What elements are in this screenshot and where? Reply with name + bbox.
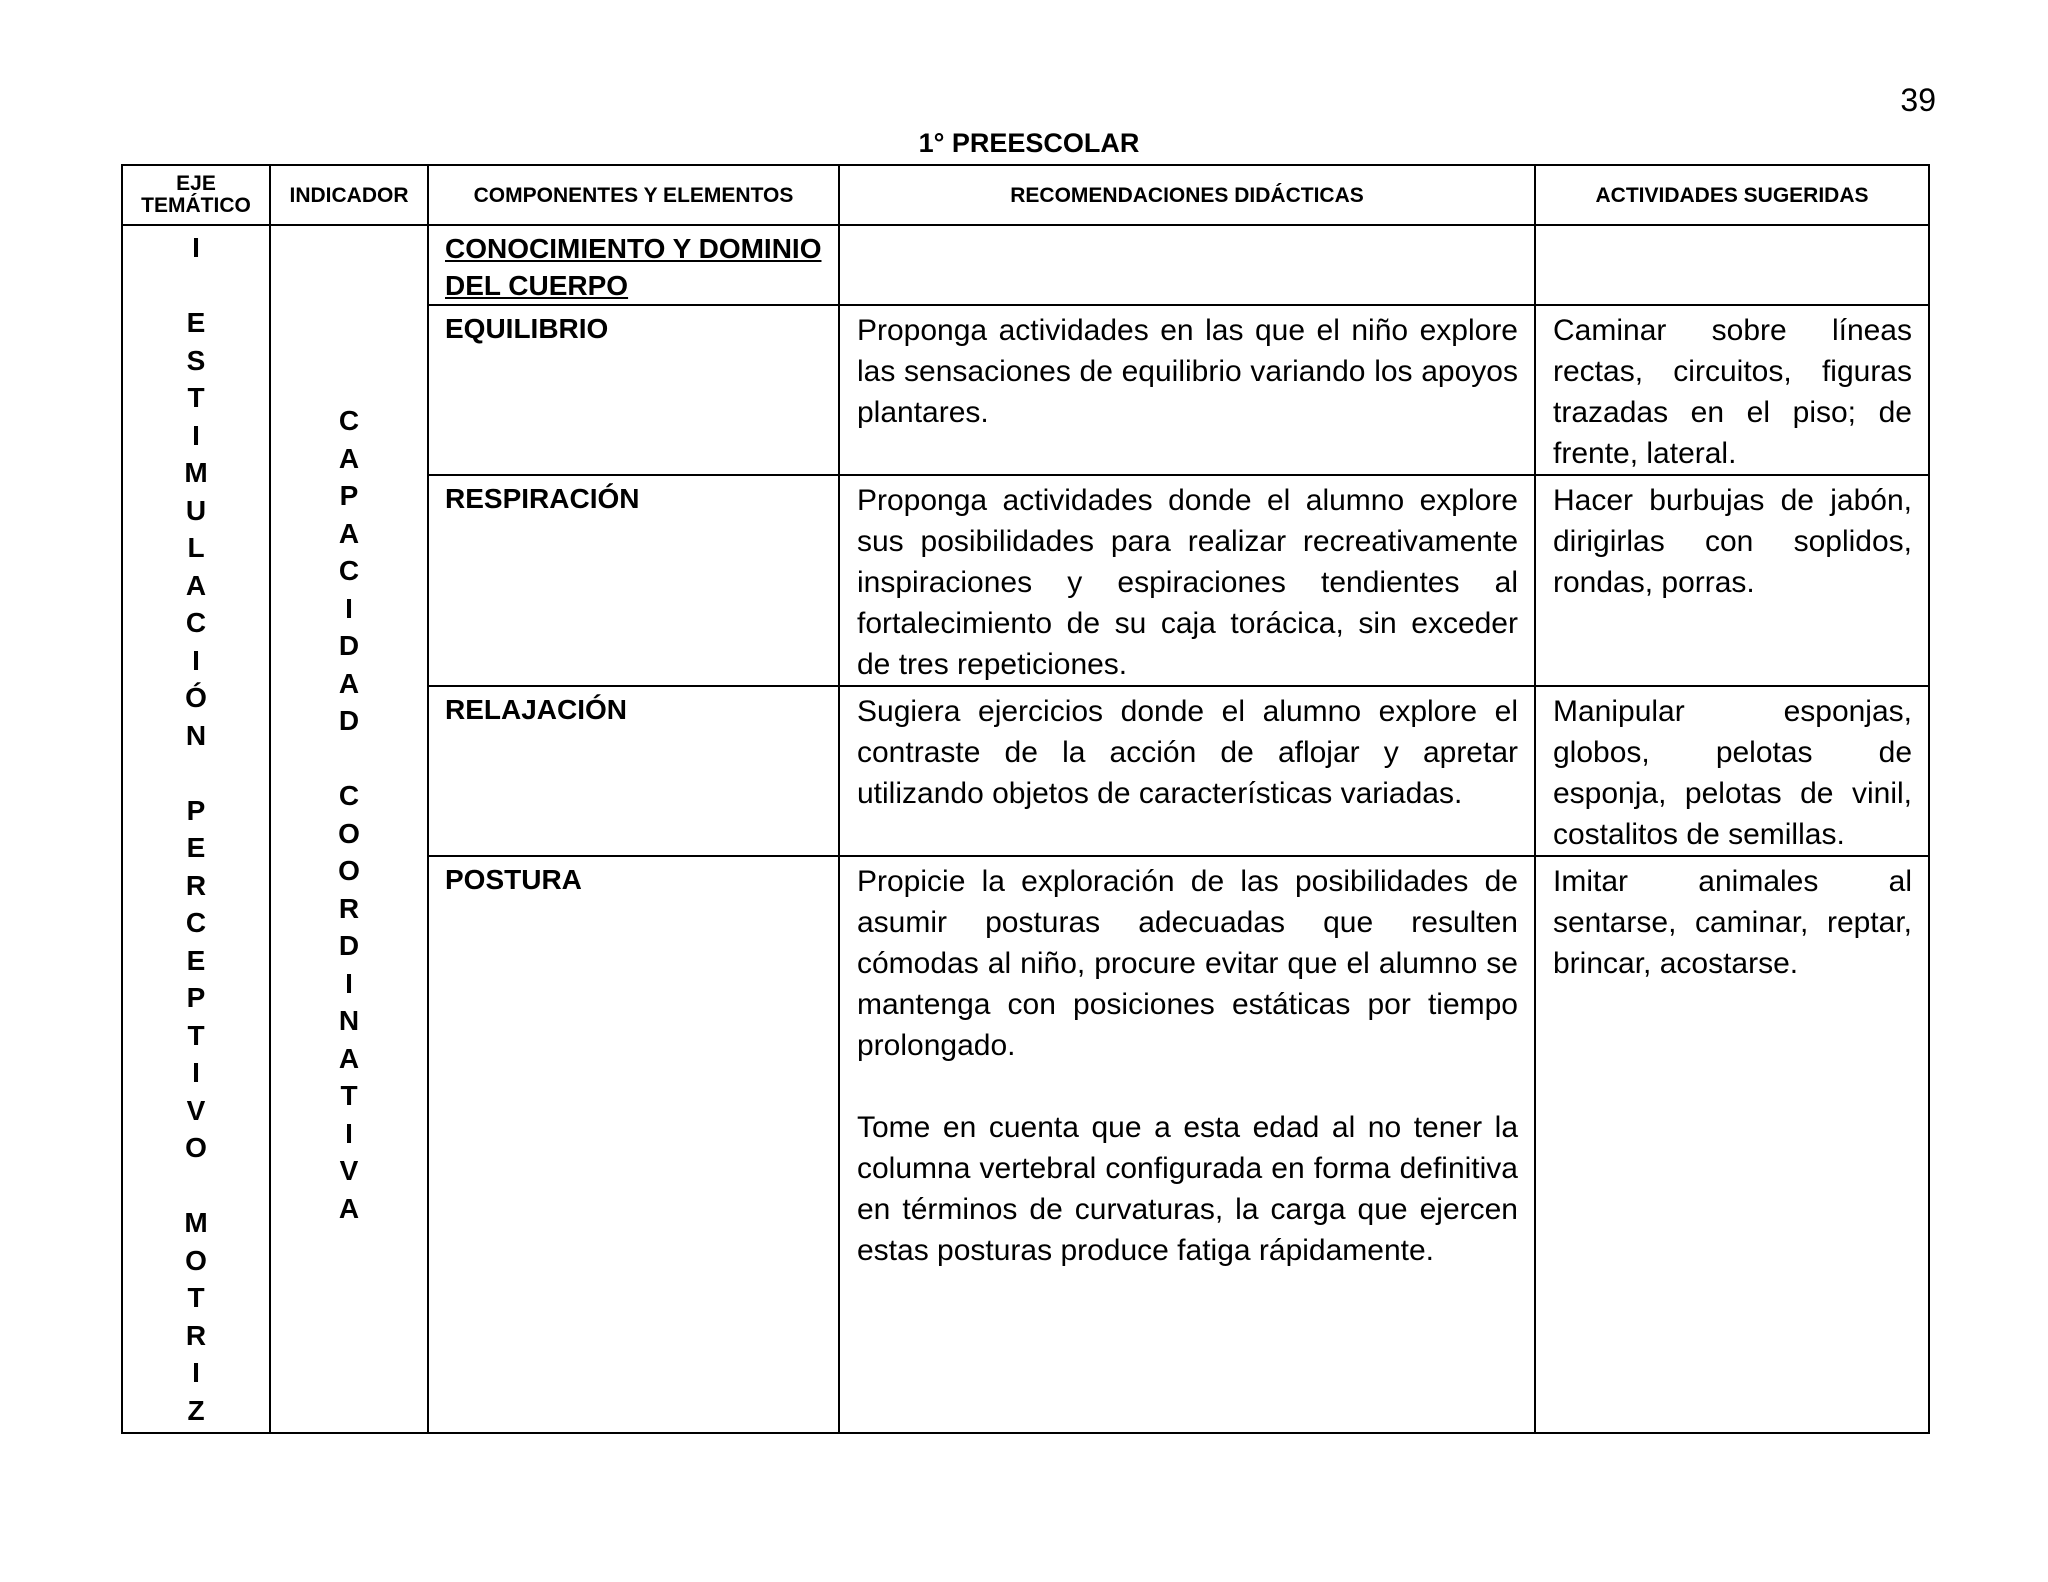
- recomendaciones-cell: [839, 475, 1535, 686]
- indicador-letter: D: [338, 930, 360, 961]
- eje-letter: S: [186, 344, 206, 376]
- indicador-letter: A: [338, 1042, 360, 1074]
- header-recomendaciones: RECOMENDACIONES DIDÁCTICAS: [839, 165, 1535, 225]
- eje-letter: M: [184, 457, 208, 488]
- indicador-letter: R: [338, 892, 360, 924]
- eje-letter: Ó: [185, 682, 207, 713]
- indicador-letter: [271, 740, 427, 778]
- eje-letter: O: [185, 1244, 207, 1276]
- eje-letter: M: [184, 1207, 208, 1238]
- recomendaciones-cell: [839, 856, 1535, 1433]
- indicador-letter: I: [345, 592, 353, 624]
- table-header-row: [122, 165, 1929, 225]
- eje-tematico-vertical: [122, 225, 270, 1433]
- componente-cell: POSTURA: [428, 856, 839, 1433]
- eje-letter: T: [187, 1282, 205, 1313]
- eje-letter: E: [186, 832, 206, 863]
- indicador-letter: I: [345, 1117, 353, 1149]
- eje-letter: O: [185, 1132, 207, 1163]
- eje-letter: R: [185, 869, 207, 901]
- header-actividades: ACTIVIDADES SUGERIDAS: [1535, 165, 1929, 225]
- eje-letter: V: [186, 1094, 206, 1126]
- indicador-letter: D: [338, 705, 360, 736]
- actividades-cell: Caminar sobre líneas rectas, circuitos, figuras trazadas en el piso; de frente, lateral.: [1535, 305, 1929, 475]
- recomendacion-text: Sugiera ejercicios donde el alumno explore el contraste de la acción de aflojar y apretar utilizando objetos de características variadas.: [857, 695, 1518, 810]
- eje-letter: Z: [187, 1394, 205, 1426]
- indicador-letter: C: [338, 780, 360, 811]
- indicador-letter: D: [338, 630, 360, 661]
- indicador-letter: N: [338, 1005, 360, 1036]
- eje-letter: P: [186, 982, 206, 1013]
- componente-cell: RESPIRACIÓN: [428, 475, 839, 686]
- recomendacion-text: Propicie la exploración de las posibilidades de asumir posturas adecuadas que resulten cómodas al niño, procure evitar que el alumno se mantenga con posiciones estáticas por tiempo prolongado.: [857, 865, 1518, 1062]
- eje-letter: I: [192, 644, 200, 676]
- recomendaciones-cell: [839, 686, 1535, 856]
- indicador-letter: P: [339, 480, 359, 511]
- indicador-letter: A: [338, 1192, 360, 1224]
- header-eje-tematico: EJE TEMÁTICO: [122, 165, 270, 225]
- eje-letter: [123, 754, 269, 792]
- indicador-letter: O: [338, 855, 360, 886]
- indicador-vertical: [270, 225, 428, 1433]
- eje-letter: E: [186, 944, 206, 976]
- indicador-letter: C: [338, 405, 360, 436]
- eje-letter: P: [186, 794, 206, 826]
- curriculum-table: [121, 164, 1930, 1434]
- eje-letter: I: [192, 1357, 200, 1388]
- eje-letter: I: [192, 1057, 200, 1088]
- empty-cell: [1535, 225, 1929, 305]
- indicador-letter: I: [345, 967, 353, 999]
- page-number: 39: [1900, 82, 1936, 118]
- eje-letter: C: [185, 607, 207, 638]
- componente-cell: RELAJACIÓN: [428, 686, 839, 856]
- eje-letter: I: [192, 232, 200, 263]
- indicador-letter: A: [338, 517, 360, 549]
- eje-letter: [123, 1167, 269, 1205]
- eje-letter: C: [185, 907, 207, 938]
- eje-letter: E: [186, 307, 206, 338]
- indicador-letter: T: [340, 1080, 358, 1111]
- indicador-letter: A: [338, 667, 360, 699]
- recomendacion-text: Proponga actividades donde el alumno explore sus posibilidades para realizar recreativamente inspiraciones y espiraciones tendientes al fortalecimiento de su caja torácica, sin exceder de tres repeticiones.: [857, 484, 1518, 681]
- recomendacion-text: Proponga actividades en las que el niño explore las sensaciones de equilibrio variando los apoyos plantares.: [857, 314, 1518, 429]
- recomendaciones-cell: [839, 305, 1535, 475]
- actividades-cell: Manipular esponjas, globos, pelotas de esponja, pelotas de vinil, costalitos de semillas.: [1535, 686, 1929, 856]
- page-title: 1° PREESCOLAR: [918, 128, 1140, 158]
- header-componentes: COMPONENTES Y ELEMENTOS: [428, 165, 839, 225]
- actividades-cell: Hacer burbujas de jabón, dirigirlas con soplidos, rondas, porras.: [1535, 475, 1929, 686]
- eje-letter: T: [187, 382, 205, 413]
- indicador-letter: C: [338, 555, 360, 586]
- section-heading: CONOCIMIENTO Y DOMINIO DEL CUERPO: [428, 225, 839, 305]
- eje-letter: I: [192, 419, 200, 451]
- eje-letter: R: [185, 1319, 207, 1351]
- recomendacion-text: Tome en cuenta que a esta edad al no tener la columna vertebral configurada en forma definitiva en términos de curvaturas, la carga que ejercen estas posturas produce fatiga rápidamente.: [857, 1111, 1518, 1267]
- header-indicador: INDICADOR: [270, 165, 428, 225]
- actividades-cell: Imitar animales al sentarse, caminar, reptar, brincar, acostarse.: [1535, 856, 1929, 1433]
- eje-letter: L: [187, 532, 205, 563]
- indicador-letter: A: [338, 442, 360, 474]
- eje-letter: T: [187, 1019, 205, 1051]
- eje-letter: A: [185, 569, 207, 601]
- componente-cell: EQUILIBRIO: [428, 305, 839, 475]
- eje-letter: [123, 267, 269, 305]
- indicador-letter: O: [338, 817, 360, 849]
- eje-letter: U: [185, 494, 207, 526]
- eje-letter: N: [185, 719, 207, 751]
- empty-cell: [839, 225, 1535, 305]
- indicador-letter: V: [339, 1155, 359, 1186]
- section-heading-row: [122, 225, 1929, 305]
